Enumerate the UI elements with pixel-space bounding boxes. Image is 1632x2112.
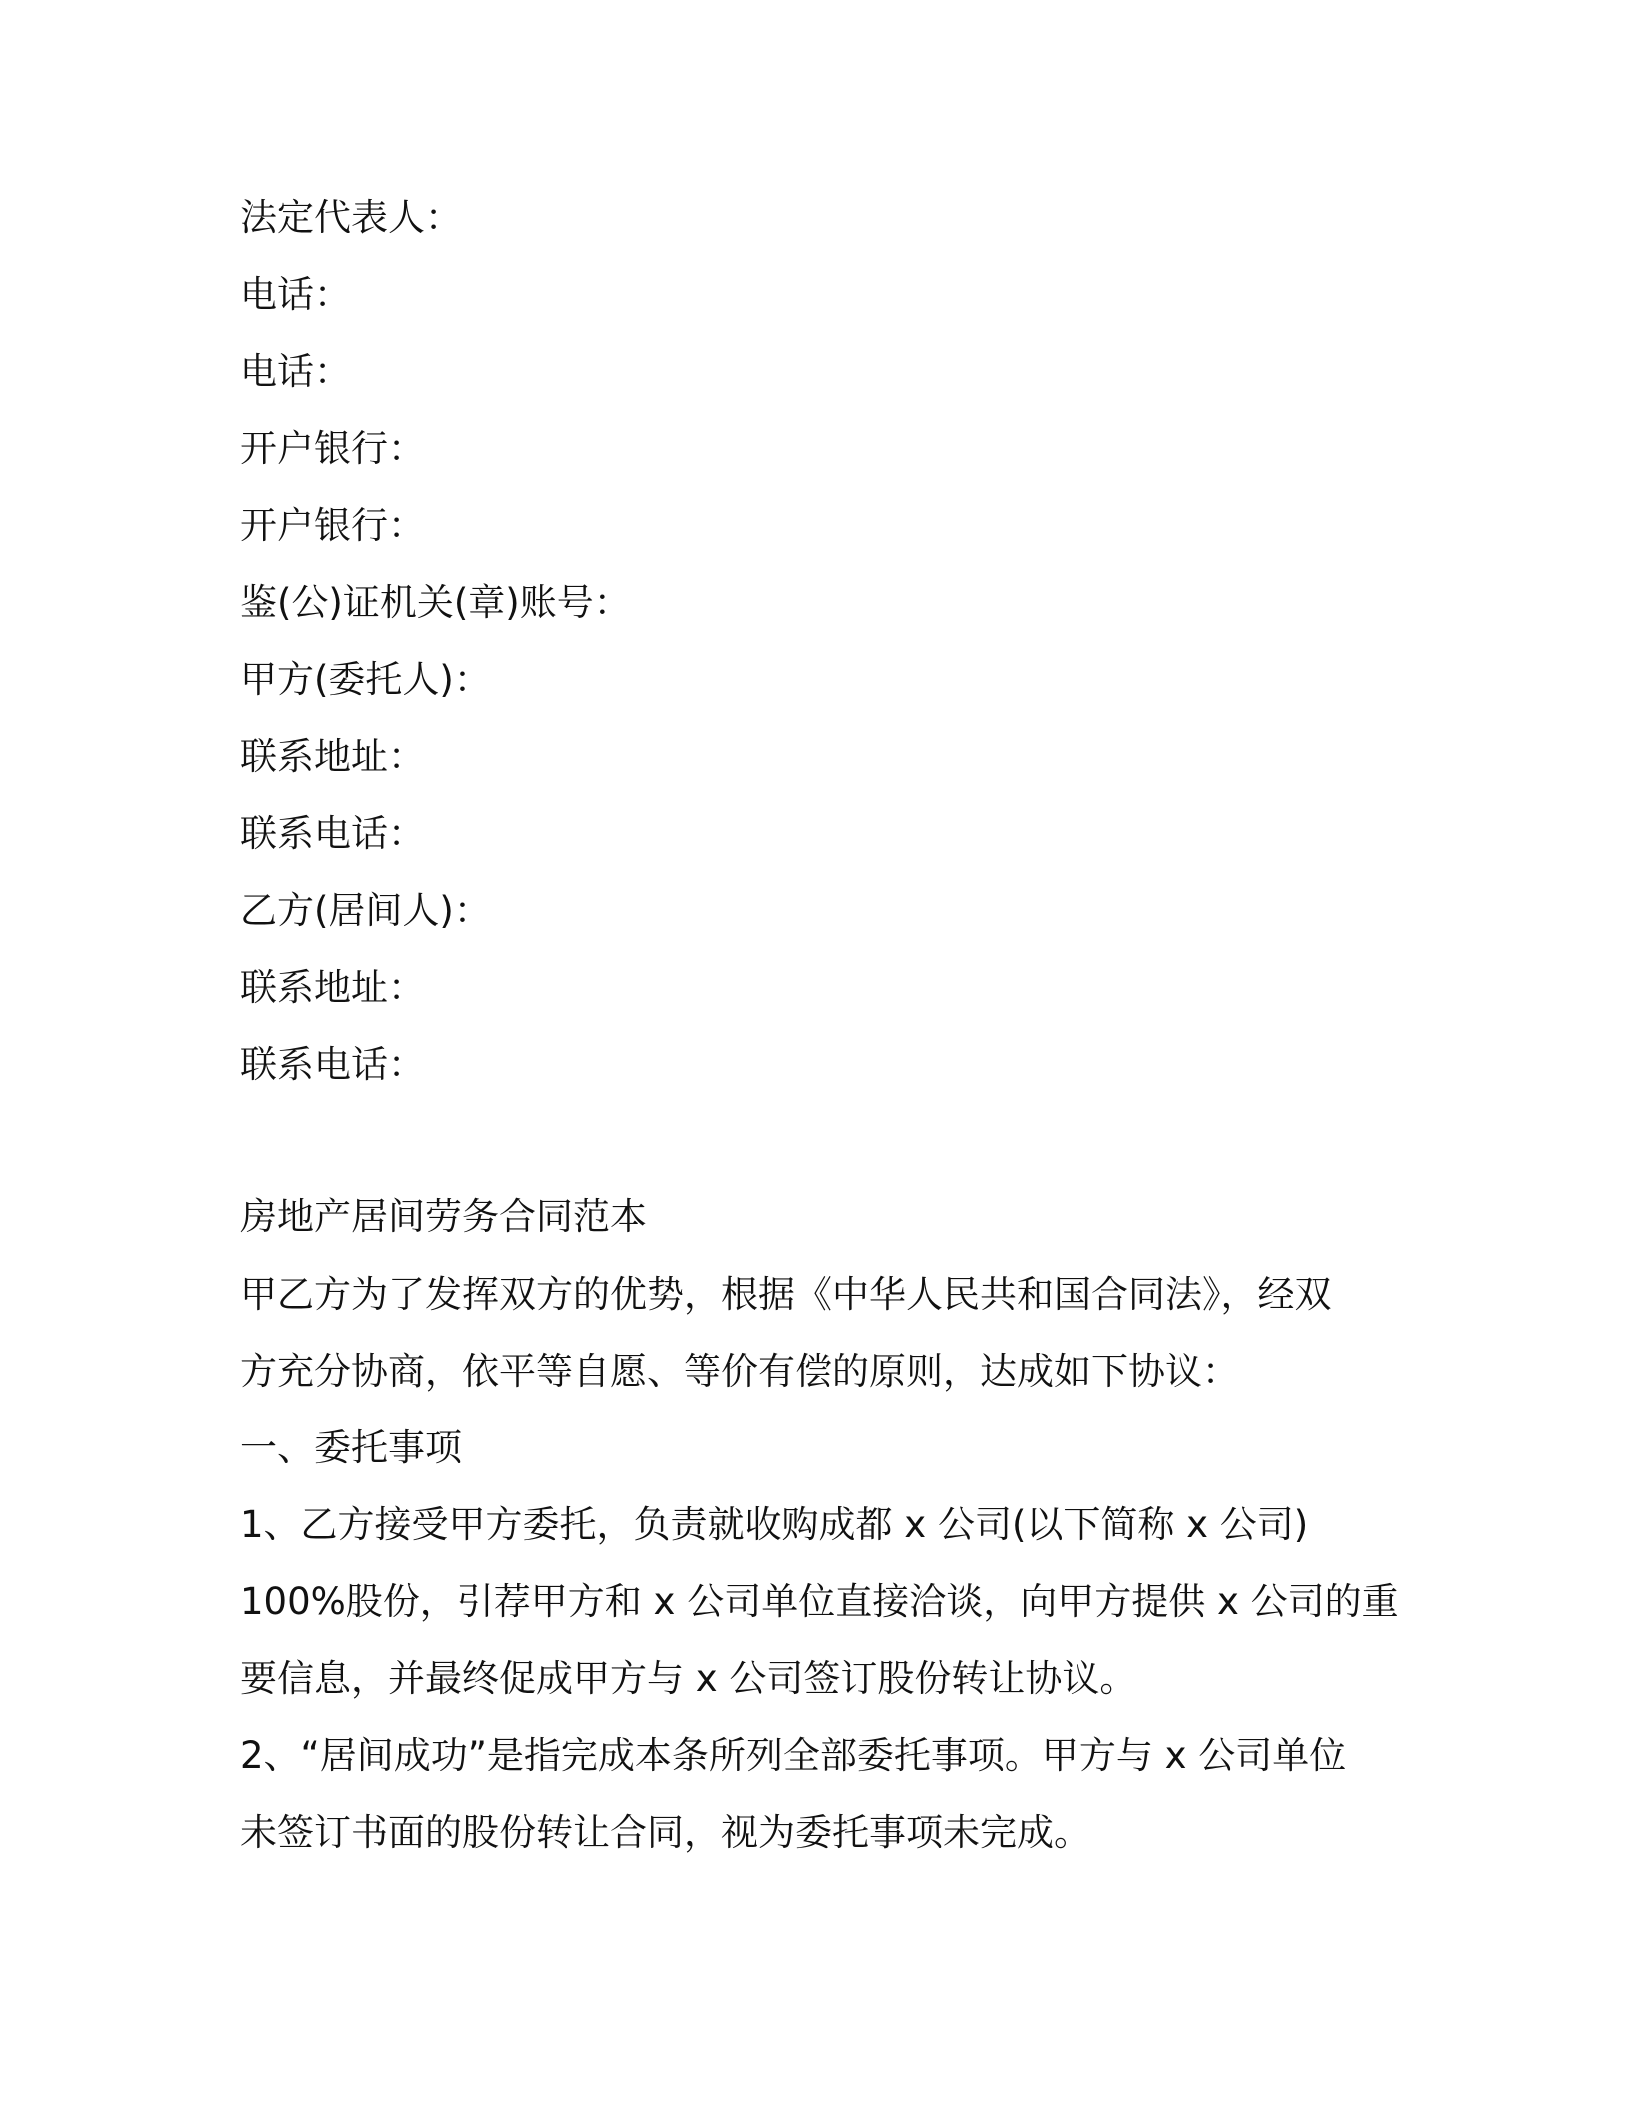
- paragraph-line: 方充分协商，依平等自愿、等价有偿的原则，达成如下协议：: [240, 1350, 1239, 1393]
- paragraph-line: 2、“居间成功”是指完成本条所列全部委托事项。甲方与 x 公司单位: [240, 1734, 1347, 1777]
- paragraph-line: 100%股份，引荐甲方和 x 公司单位直接洽谈，向甲方提供 x 公司的重: [240, 1580, 1399, 1623]
- field-party-a: 甲方(委托人)：: [240, 658, 491, 701]
- field-bank: 开户银行：: [240, 427, 425, 470]
- preamble-paragraph: [240, 1256, 1390, 1410]
- paragraph-line: 1、乙方接受甲方委托，负责就收购成都 x 公司(以下简称 x 公司): [240, 1503, 1309, 1546]
- field-notary-account: 鉴(公)证机关(章)账号：: [240, 581, 631, 624]
- field-phone: 电话：: [240, 350, 351, 393]
- field-contact-address: 联系地址：: [240, 735, 425, 778]
- clause-2: [240, 1717, 1390, 1871]
- field-legal-representative: 法定代表人：: [240, 196, 462, 239]
- field-contact-phone: 联系电话：: [240, 1043, 425, 1086]
- section-heading: 一、委托事项: [240, 1426, 462, 1469]
- clause-1: [240, 1486, 1399, 1717]
- field-party-b: 乙方(居间人)：: [240, 889, 491, 932]
- field-contact-phone: 联系电话：: [240, 812, 425, 855]
- document-page: [240, 0, 1410, 2112]
- paragraph-line: 未签订书面的股份转让合同，视为委托事项未完成。: [240, 1811, 1091, 1854]
- field-bank: 开户银行：: [240, 504, 425, 547]
- paragraph-line: 要信息，并最终促成甲方与 x 公司签订股份转让协议。: [240, 1657, 1137, 1700]
- field-phone: 电话：: [240, 273, 351, 316]
- field-contact-address: 联系地址：: [240, 966, 425, 1009]
- contract-title: 房地产居间劳务合同范本: [240, 1195, 647, 1238]
- paragraph-line: 甲乙方为了发挥双方的优势，根据《中华人民共和国合同法》，经双: [240, 1273, 1332, 1316]
